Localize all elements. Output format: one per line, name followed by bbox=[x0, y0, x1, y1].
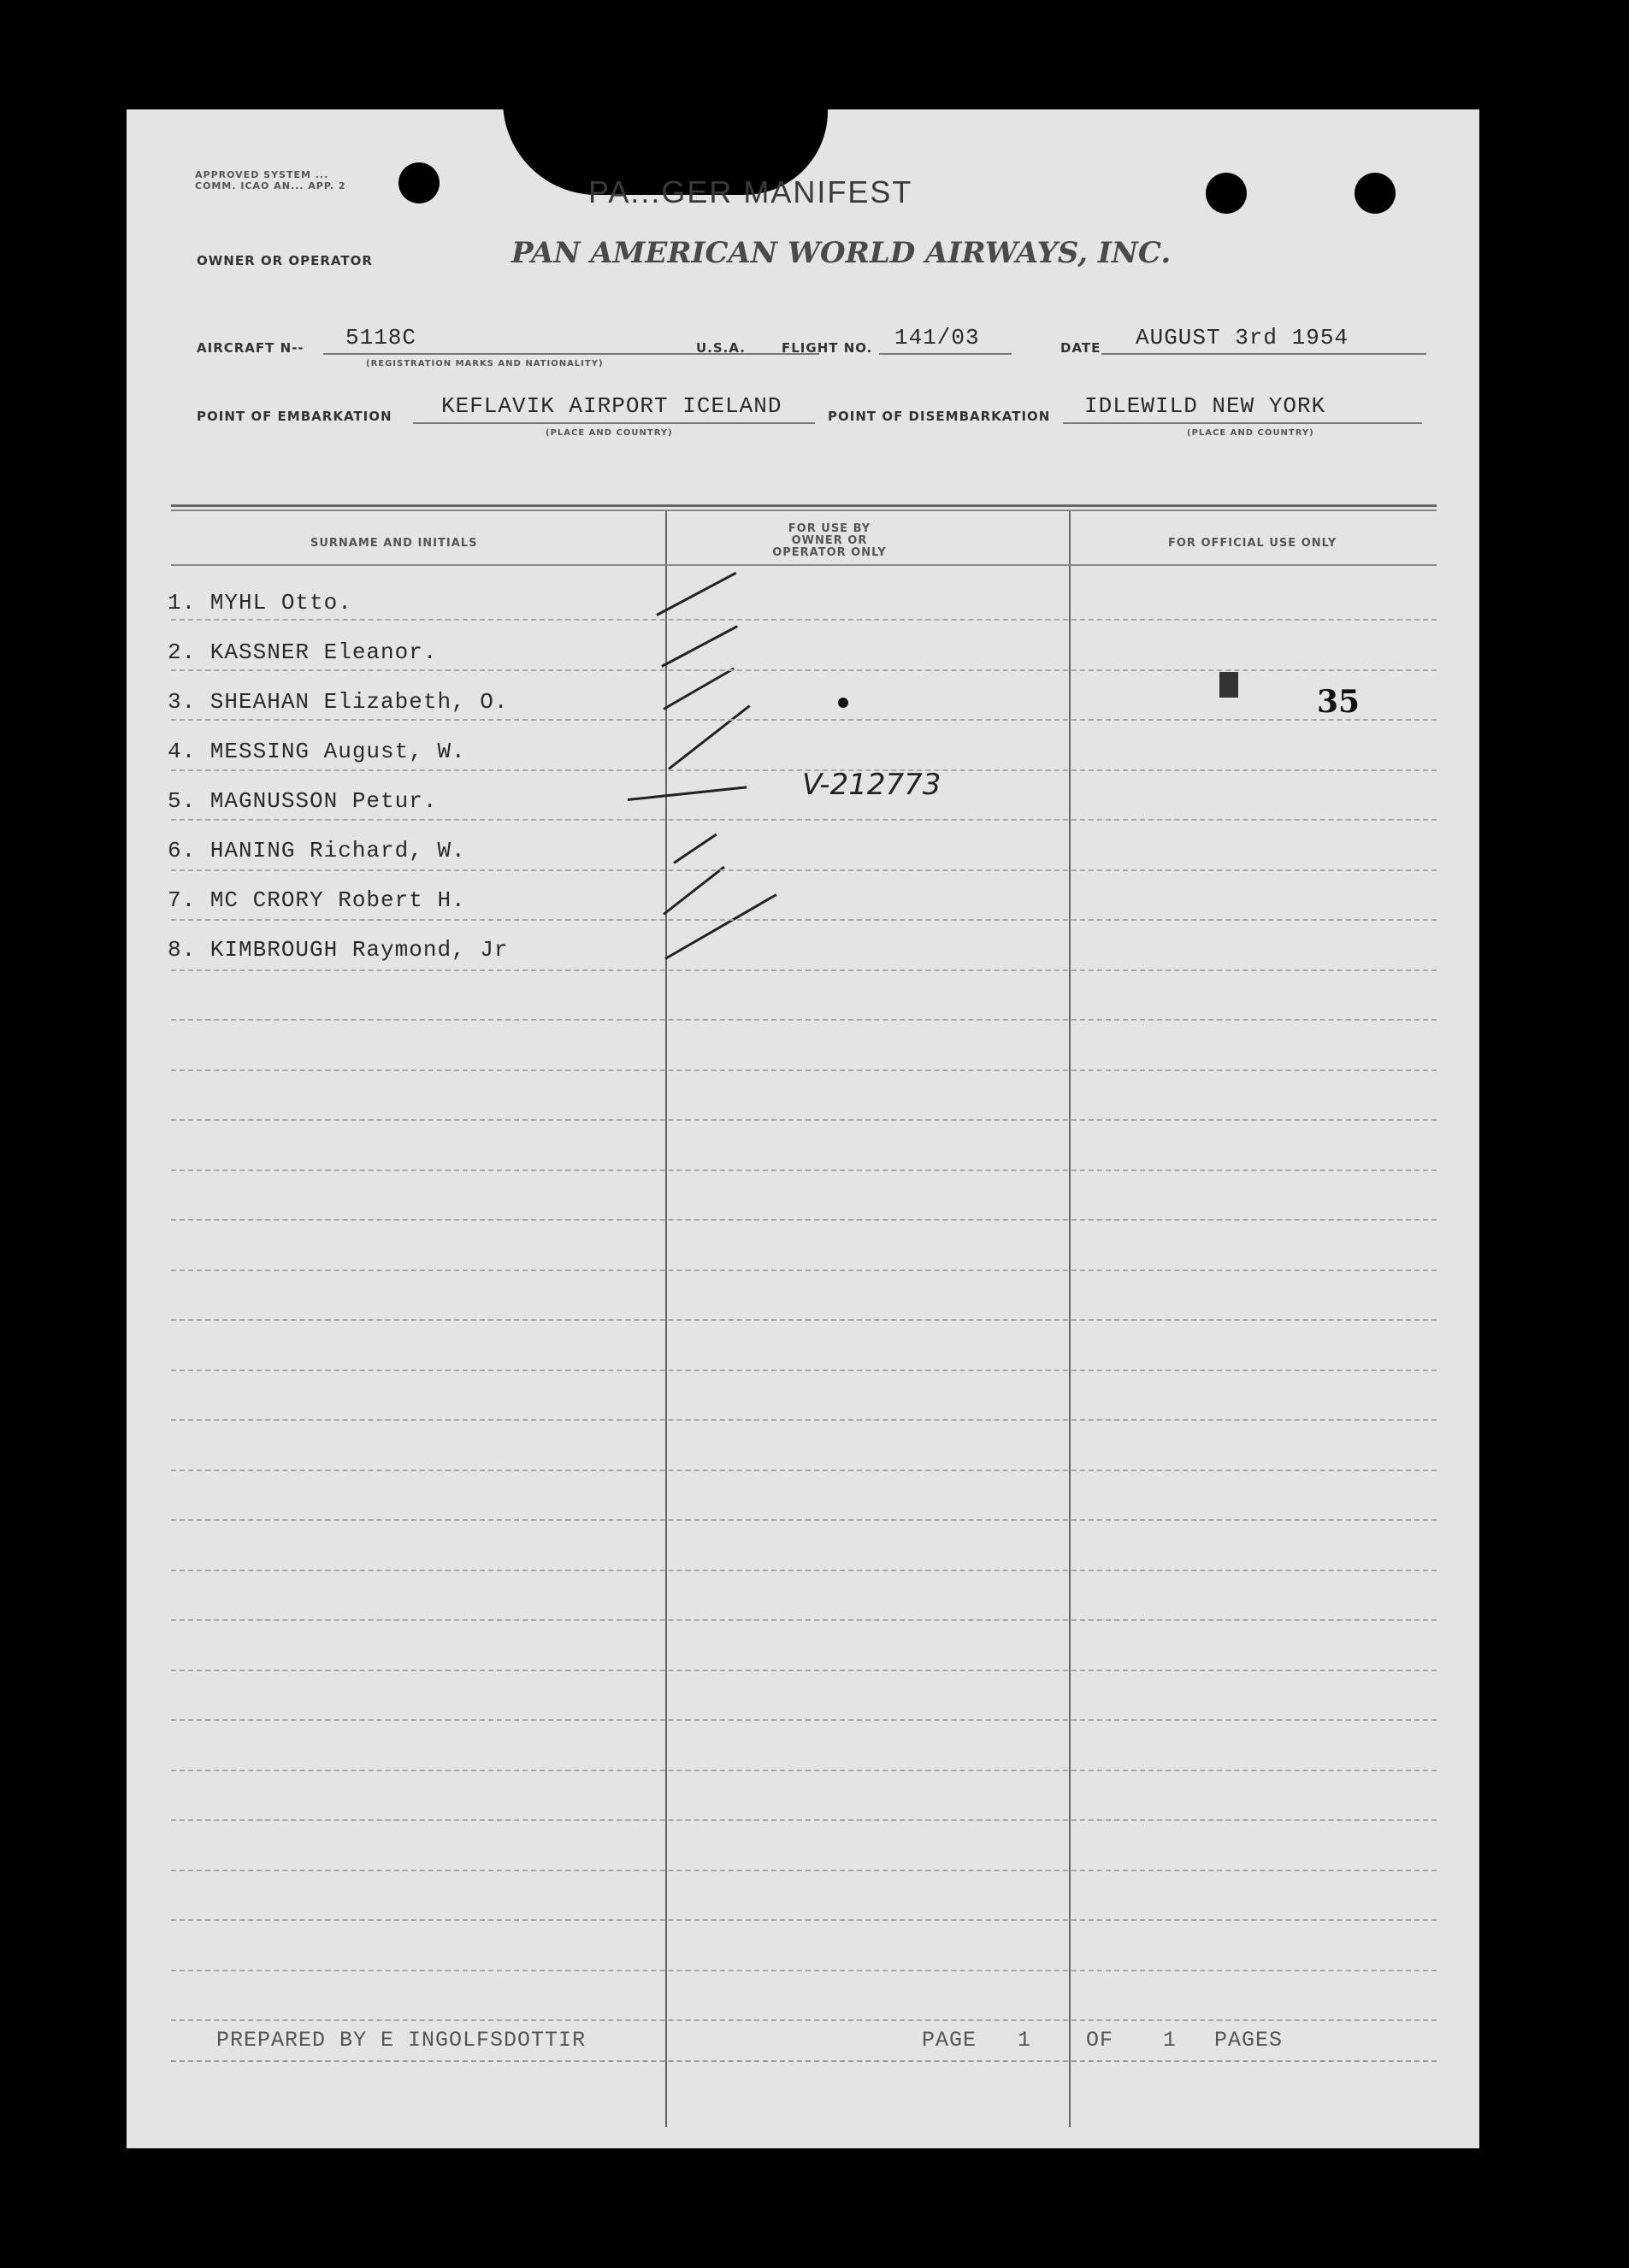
embark-label: POINT OF EMBARKATION bbox=[197, 409, 392, 424]
row-rule bbox=[171, 669, 1437, 671]
passenger-8: 8. KIMBROUGH Raymond, Jr bbox=[168, 937, 509, 963]
disembark-sub: (PLACE AND COUNTRY) bbox=[1187, 428, 1314, 438]
check-mark-1 bbox=[656, 572, 736, 616]
passenger-3: 3. SHEAHAN Elizabeth, O. bbox=[168, 689, 509, 715]
owner-value: PAN AMERICAN WORLD AIRWAYS, INC. bbox=[511, 236, 1172, 270]
aircraft-value: 5118C bbox=[345, 325, 417, 351]
row-rule bbox=[171, 1370, 1437, 1371]
passenger-4: 4. MESSING August, W. bbox=[168, 739, 466, 764]
embark-sub: (PLACE AND COUNTRY) bbox=[546, 428, 673, 438]
row-rule bbox=[171, 2019, 1437, 2021]
punch-hole-right-2 bbox=[1355, 173, 1396, 214]
row-rule bbox=[171, 719, 1437, 721]
pages-label: PAGES bbox=[1214, 2028, 1284, 2053]
date-rule bbox=[1101, 353, 1426, 355]
aircraft-sub: (REGISTRATION MARKS AND NATIONALITY) bbox=[366, 359, 604, 368]
embark-value: KEFLAVIK AIRPORT ICELAND bbox=[441, 393, 782, 419]
page-number: 1 bbox=[1018, 2028, 1032, 2053]
row-rule bbox=[171, 1919, 1437, 1921]
row-rule bbox=[171, 1019, 1437, 1021]
row-rule bbox=[171, 969, 1437, 971]
page-total: 1 bbox=[1163, 2028, 1177, 2053]
header-bottom-rule bbox=[171, 564, 1437, 566]
usa-label: U.S.A. bbox=[696, 340, 746, 356]
approval-note: APPROVED SYSTEM ... COMM. ICAO AN... APP. 2 bbox=[195, 169, 346, 191]
row-rule bbox=[171, 1169, 1437, 1171]
page-label: PAGE bbox=[922, 2028, 977, 2053]
row-rule bbox=[171, 1819, 1437, 1821]
row-rule bbox=[171, 919, 1437, 921]
disembark-value: IDLEWILD NEW YORK bbox=[1084, 393, 1326, 419]
handwritten-number: V-212773 bbox=[802, 768, 941, 802]
stamp-mark bbox=[1219, 672, 1238, 698]
check-mark-6 bbox=[673, 834, 717, 864]
check-mark-5 bbox=[628, 786, 747, 801]
passenger-5: 5. MAGNUSSON Petur. bbox=[168, 788, 438, 814]
row-rule bbox=[171, 1619, 1437, 1621]
table-top-rule-2 bbox=[171, 510, 1437, 511]
manifest-sheet bbox=[127, 109, 1479, 2148]
col-surname: SURNAME AND INITIALS bbox=[310, 537, 478, 550]
date-value: AUGUST 3rd 1954 bbox=[1136, 325, 1349, 351]
date-label: DATE bbox=[1060, 340, 1101, 356]
aircraft-label: AIRCRAFT N-- bbox=[197, 340, 304, 356]
table-top-rule bbox=[171, 504, 1437, 507]
passenger-6: 6. HANING Richard, W. bbox=[168, 838, 466, 863]
row-rule bbox=[171, 1419, 1437, 1421]
check-mark-7 bbox=[663, 866, 725, 916]
row-rule bbox=[171, 1519, 1437, 1521]
owner-label: OWNER OR OPERATOR bbox=[197, 253, 373, 268]
row-rule bbox=[171, 1069, 1437, 1071]
row-rule bbox=[171, 1719, 1437, 1721]
check-mark-8 bbox=[664, 893, 776, 960]
punch-hole-left bbox=[398, 162, 440, 203]
row-rule bbox=[171, 869, 1437, 871]
of-label: OF bbox=[1086, 2028, 1114, 2053]
flight-rule bbox=[879, 353, 1012, 355]
row-rule bbox=[171, 1269, 1437, 1271]
flight-value: 141/03 bbox=[894, 325, 980, 351]
row-rule bbox=[171, 1570, 1437, 1571]
footer-rule bbox=[171, 2060, 1437, 2062]
row-rule bbox=[171, 1870, 1437, 1871]
ink-dot bbox=[838, 698, 848, 708]
check-mark-4 bbox=[668, 704, 750, 769]
row-rule bbox=[171, 1219, 1437, 1221]
disembark-rule bbox=[1063, 422, 1422, 424]
passenger-7: 7. MC CRORY Robert H. bbox=[168, 887, 466, 913]
flight-label: FLIGHT NO. bbox=[782, 340, 873, 356]
form-title: PA...GER MANIFEST bbox=[588, 174, 913, 209]
embark-rule bbox=[413, 422, 815, 424]
row-rule bbox=[171, 1319, 1437, 1321]
col-official-use: FOR OFFICIAL USE ONLY bbox=[1168, 537, 1337, 550]
row-rule bbox=[171, 1970, 1437, 1971]
check-mark-3 bbox=[663, 668, 735, 710]
disembark-label: POINT OF DISEMBARKATION bbox=[828, 409, 1051, 424]
punch-hole-right-1 bbox=[1206, 173, 1247, 214]
row-rule bbox=[171, 1119, 1437, 1121]
row-rule bbox=[171, 619, 1437, 621]
row-rule bbox=[171, 1670, 1437, 1671]
passenger-1: 1. MYHL Otto. bbox=[168, 590, 352, 616]
prepared-by: PREPARED BY E INGOLFSDOTTIR bbox=[216, 2028, 587, 2053]
official-mark: 35 bbox=[1317, 684, 1360, 720]
check-mark-2 bbox=[661, 625, 738, 668]
row-rule bbox=[171, 1470, 1437, 1471]
passenger-2: 2. KASSNER Eleanor. bbox=[168, 639, 438, 665]
row-rule bbox=[171, 819, 1437, 821]
row-rule bbox=[171, 769, 1437, 771]
col-owner-use: FOR USE BY OWNER OR OPERATOR ONLY bbox=[772, 522, 887, 559]
row-rule bbox=[171, 1770, 1437, 1771]
